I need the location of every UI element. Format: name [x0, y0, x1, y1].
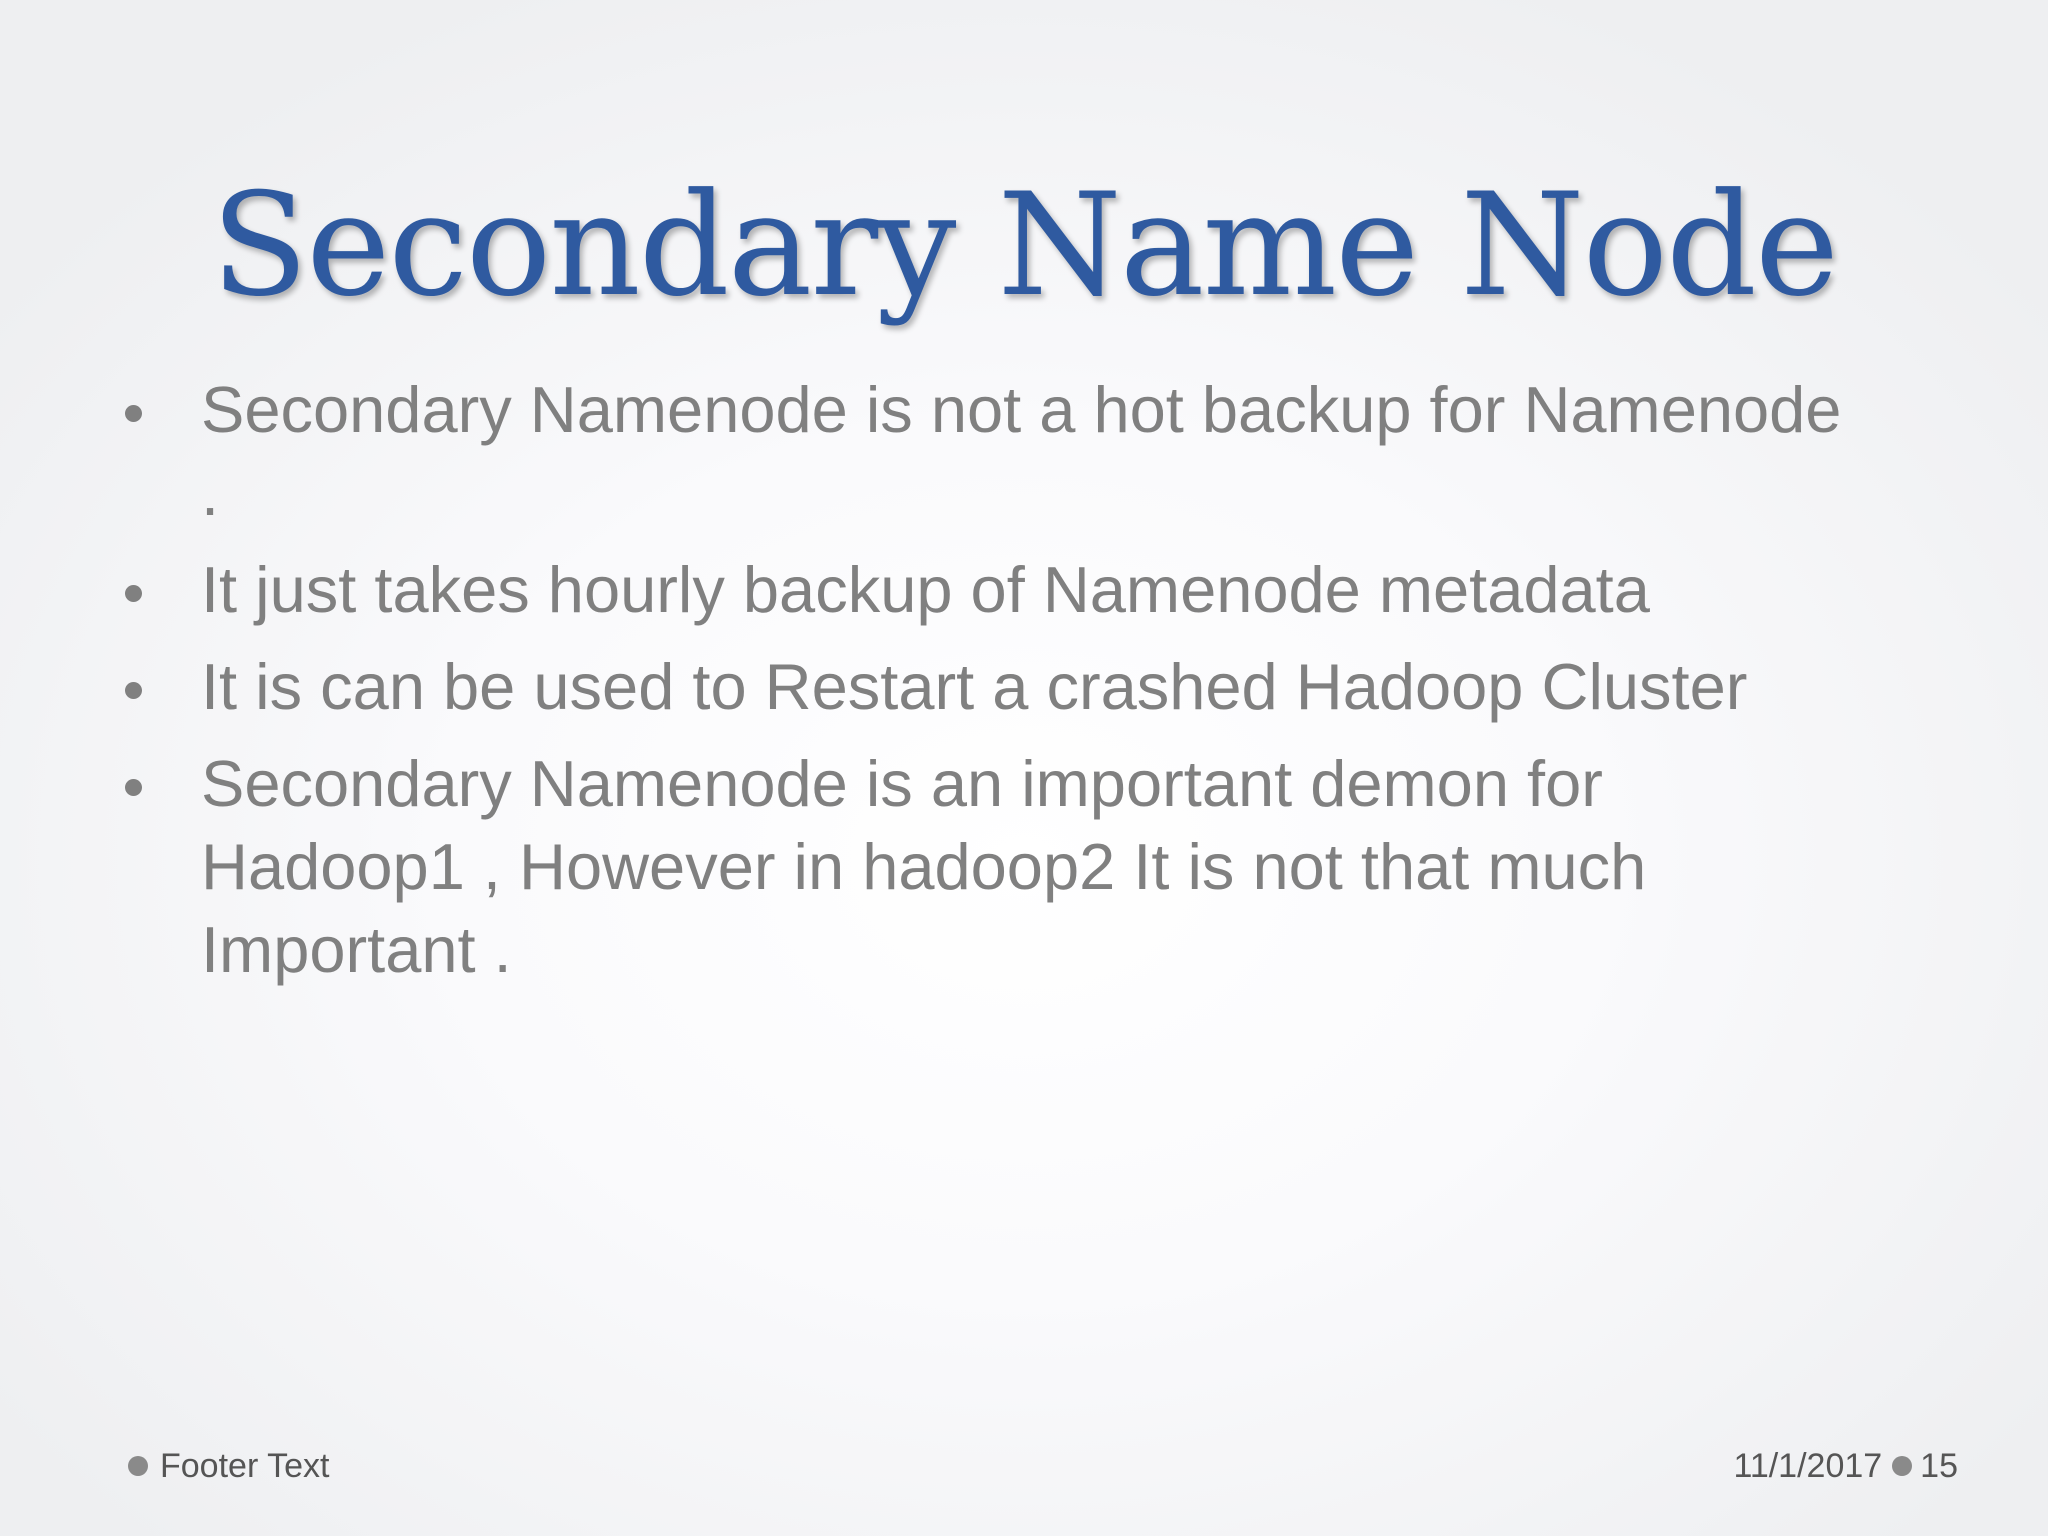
bullet-point-icon — [125, 682, 142, 699]
footer-dot-icon — [128, 1456, 148, 1476]
bullet-point-icon — [125, 585, 142, 602]
footer-right — [1733, 1444, 1958, 1488]
bullet-item — [0, 548, 2048, 631]
footer-left — [128, 1444, 329, 1488]
bullet-item — [0, 645, 2048, 728]
bullet-point-icon — [125, 405, 142, 422]
slide-title: Secondary Name Node — [211, 163, 1837, 328]
footer-separator-dot-icon — [1892, 1456, 1912, 1476]
bullet-item — [0, 742, 2048, 991]
footer-text: Footer Text — [160, 1446, 330, 1485]
footer — [0, 1444, 2048, 1488]
bullet-text: Secondary Namenode is an important demon for Hadoop1 , However in hadoop2 It is not that much Important . — [201, 747, 1647, 986]
bullet-point-icon — [125, 779, 142, 796]
bullet-text: It is can be used to Restart a crashed Hadoop Cluster — [201, 650, 1748, 723]
bullet-text: Secondary Namenode is not a hot backup for Namenode . — [201, 373, 1842, 529]
bullet-text: It just takes hourly backup of Namenode metadata — [201, 553, 1650, 626]
page-number: 15 — [1920, 1446, 1958, 1485]
bullet-item — [0, 368, 2048, 534]
bullet-list — [0, 368, 2048, 1005]
footer-date: 11/1/2017 — [1733, 1446, 1883, 1485]
